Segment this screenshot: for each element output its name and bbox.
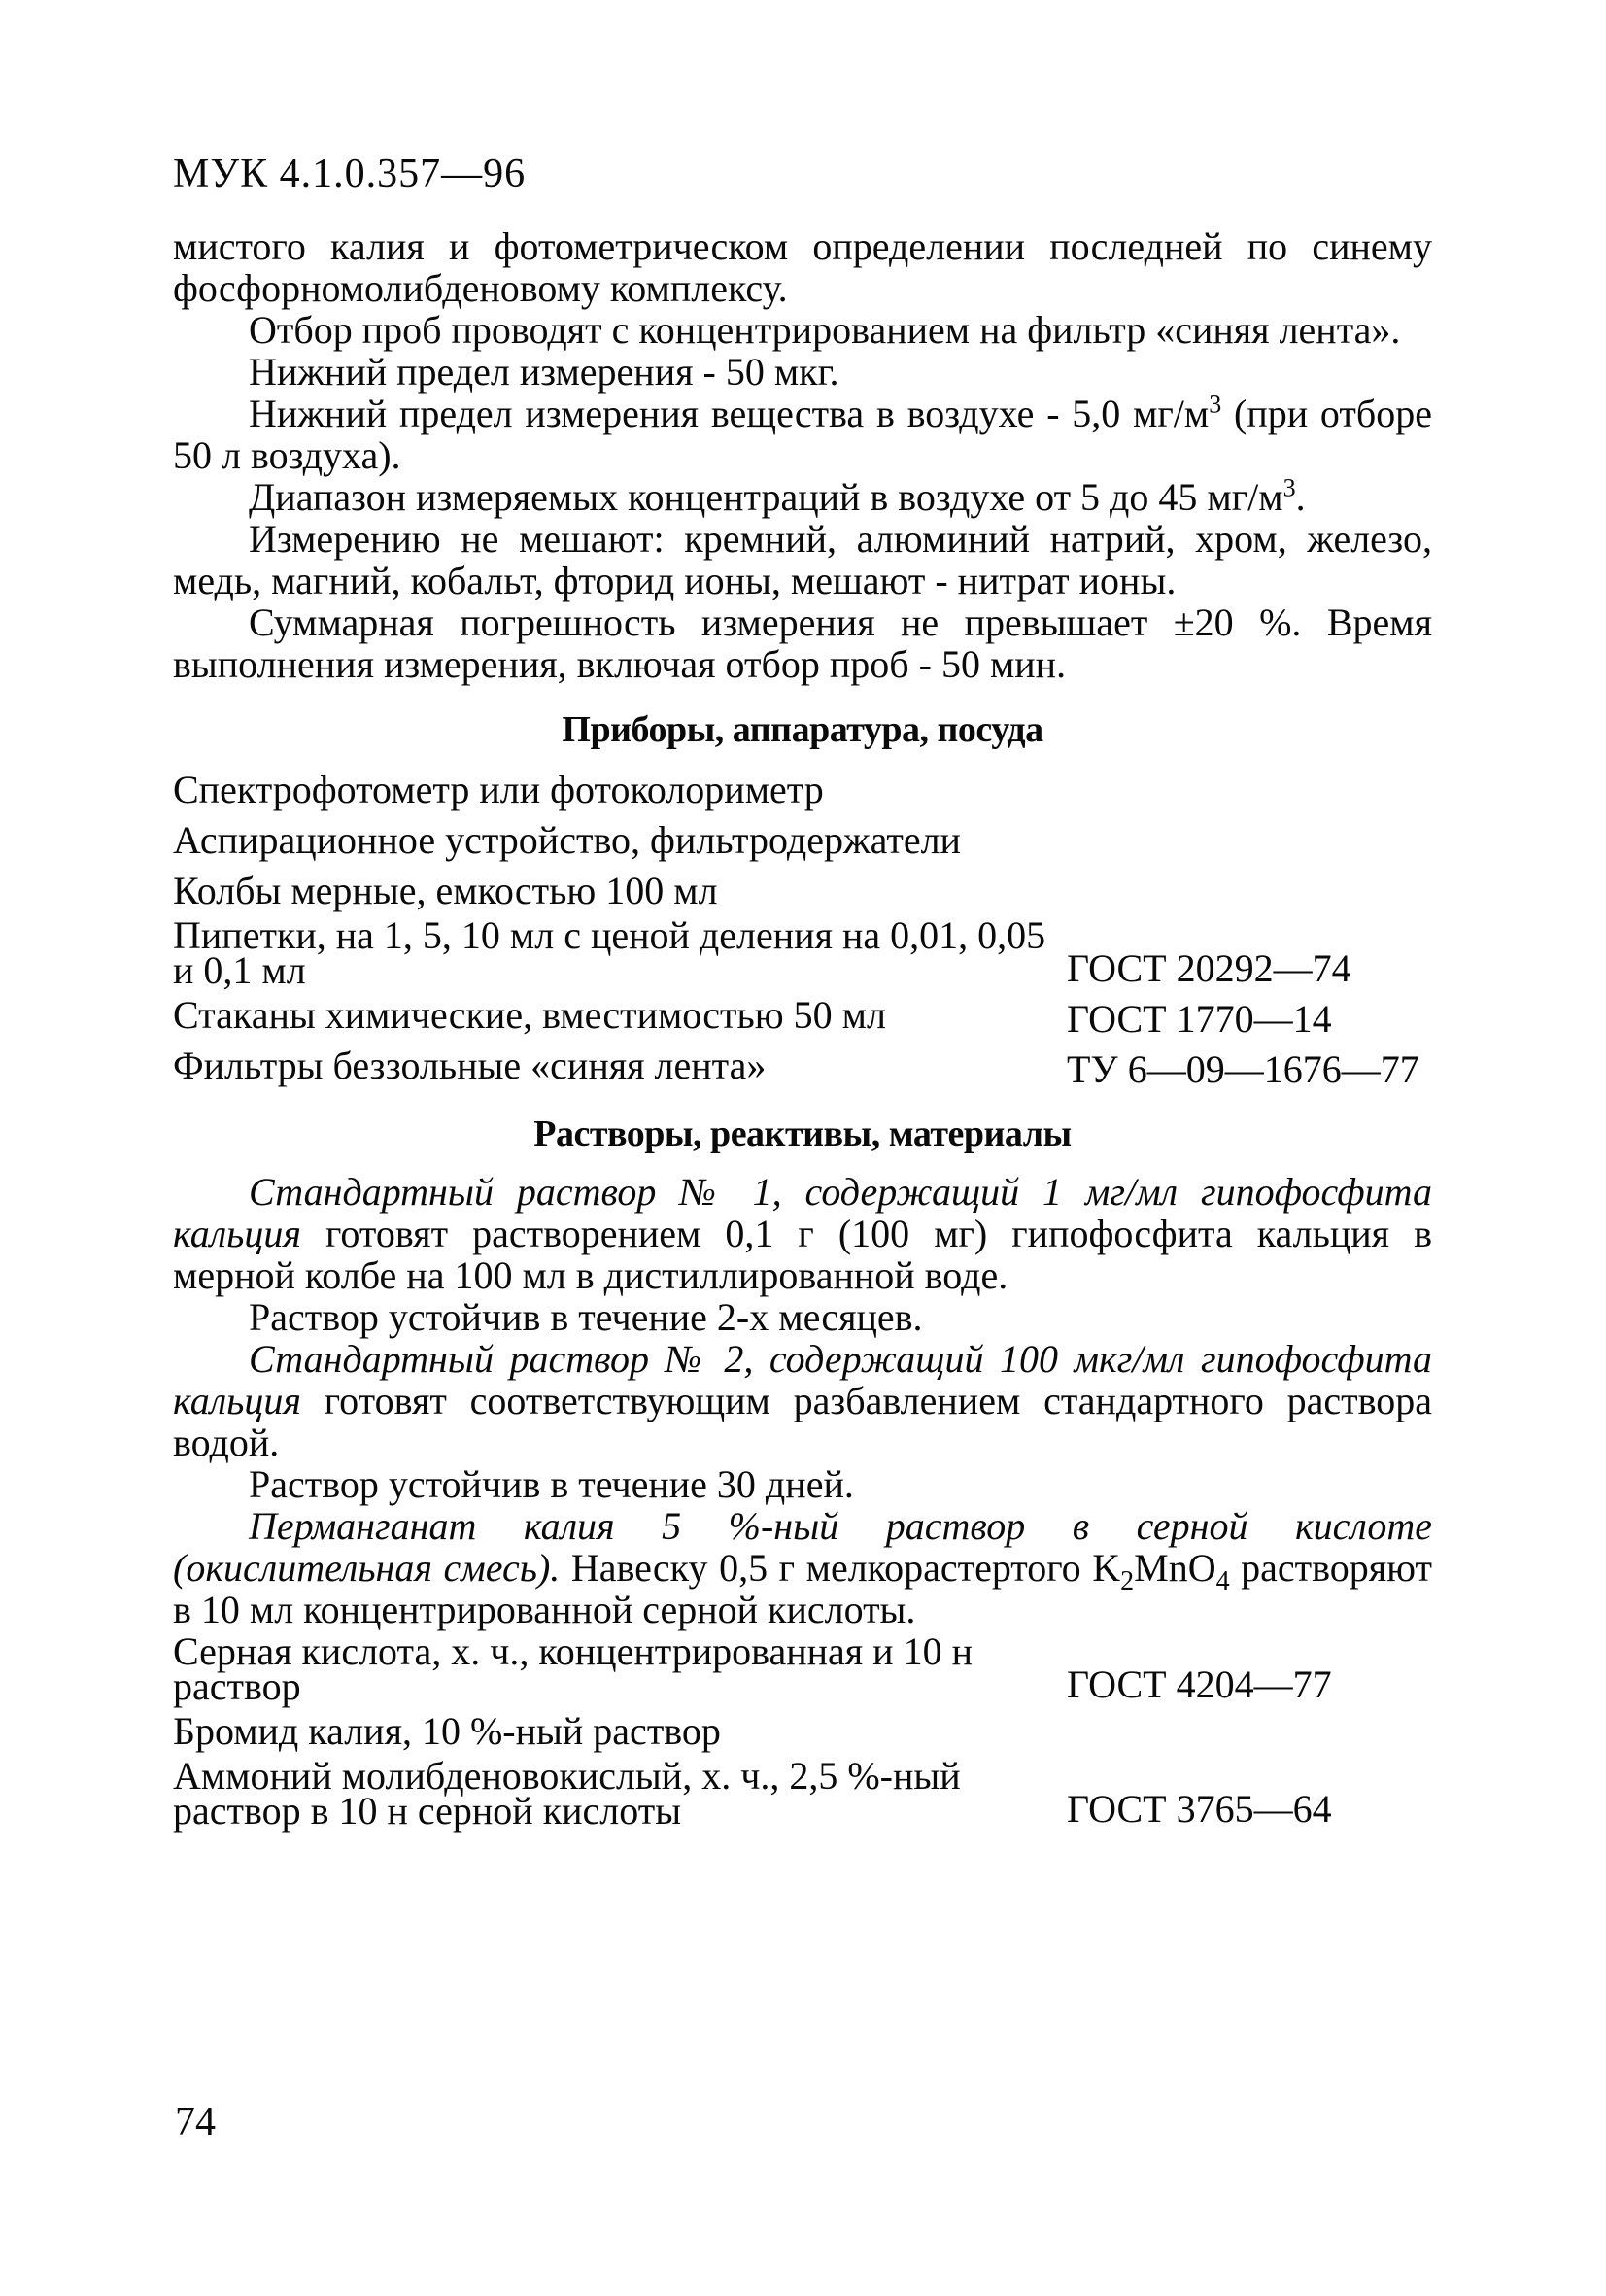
equipment-row [173,1043,1432,1089]
reagent-name: Аммоний молибденовокислый, х. ч., 2,5 %-ный раствор в 10 н серной кислоты [173,1754,961,1833]
section-title-equipment: Приборы, аппаратура, посуда [562,709,1043,750]
reagent-row [173,1754,1432,1833]
paragraph-stability-1: Раствор устойчив в течение 2-х месяцев. [249,1295,923,1339]
paragraph-lower-limit: Нижний предел измерения - 50 мкг. [249,350,839,394]
paragraph-stability-2: Раствор устойчив в течение 30 дней. [249,1462,854,1506]
paragraph-permanganate: Перманганат калия 5 %-ный раствор в серной кислоте (окислительная смесь). Навеску 0,5 г мелкорастертого $K_2MnO_4$ растворяют в 10 мл концентрированной серной кислоты. [173,1504,1432,1631]
reagent-row [173,1708,1432,1755]
document-body [173,224,1432,1833]
equipment-name: Стаканы химические, вместимостью 50 мл [173,993,886,1037]
equipment-name: Колбы мерные, емкостью 100 мл [173,869,718,912]
paragraph-error: Суммарная погрешность измерения не превышает ±20 %. Время выполнения измерения, включая отбор проб - 50 мин. [173,600,1432,686]
paragraph-standard-solution-1: Стандартный раствор № 1, содержащий 1 мг/мл гипофосфита кальция готовят растворением 0,1 г (100 мг) гипофосфита кальция в мерной колбе на 100 мл в дистиллированной воде. [173,1170,1432,1297]
paragraph-continuation: мистого калия и фотометрическом определении последней по синему фосфорномолибденовому комплексу. [173,224,1432,310]
equipment-name: Пипетки, на 1, 5, 10 мл с ценой деления на 0,01, 0,05 и 0,1 мл [173,913,1046,992]
equipment-name: Аспирационное устройство, фильтродержатели [173,818,961,862]
equipment-standard: ГОСТ 20292—74 [1067,946,1351,990]
reagent-standard: ГОСТ 3765—64 [1067,1787,1332,1831]
equipment-name: Фильтры беззольные «синяя лента» [173,1044,767,1087]
document-header: МУК 4.1.0.357—96 [173,152,527,196]
reagent-row [173,1629,1432,1708]
equipment-row [173,767,1432,813]
equipment-name: Спектрофотометр или фотоколориметр [173,768,824,811]
reagent-name: Серная кислота, х. ч., концентрированная и 10 н раствор [173,1629,973,1708]
equipment-row [173,992,1432,1039]
paragraph-range: Диапазон измеряемых концентраций в воздухе от 5 до 45 $мг/м^3$. [249,473,1306,519]
section-title-reagents: Растворы, реактивы, материалы [533,1114,1072,1154]
equipment-standard: ТУ 6—09—1676—77 [1067,1047,1419,1091]
equipment-row [173,817,1432,864]
equipment-row [173,868,1432,914]
paragraph-interference: Измерению не мешают: кремний, алюминий натрий, хром, железо, медь, магний, кобальт, фторид ионы, мешают - нитрат ионы. [173,517,1432,602]
paragraph-sampling: Отбор проб проводят с концентрированием на фильтр «синяя лента». [249,308,1401,352]
paragraph-lower-limit-air: Нижний предел измерения вещества в воздухе - 5,0 $мг/м^3$ (при отборе 50 л воздуха). [173,390,1432,477]
page-number: 74 [175,2100,216,2144]
equipment-row [173,913,1432,992]
paragraph-standard-solution-2: Стандартный раствор № 2, содержащий 100 мкг/мл гипофосфита кальция готовят соответствующим разбавлением стандартного раствора водой. [173,1337,1432,1464]
reagent-name: Бромид калия, 10 %-ный раствор [173,1709,721,1753]
equipment-standard: ГОСТ 1770—14 [1067,997,1332,1041]
reagent-standard: ГОСТ 4204—77 [1067,1662,1332,1706]
